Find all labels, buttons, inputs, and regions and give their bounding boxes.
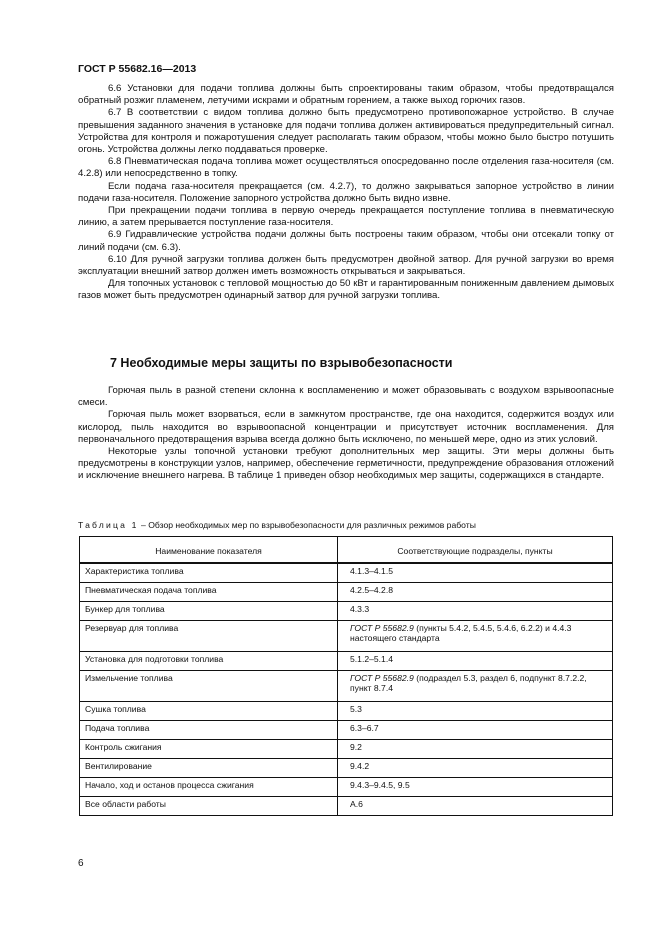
table-cell-ref	[338, 797, 613, 816]
ref-text: 4.2.5–4.2.8	[350, 585, 394, 595]
table-header-row	[80, 537, 613, 564]
table-cell-name: Измельчение топлива	[80, 671, 338, 702]
section-text	[78, 385, 614, 483]
table-cell-ref	[338, 602, 613, 621]
table-cell-ref	[338, 583, 613, 602]
table-header-cell: Наименование показателя	[80, 537, 338, 564]
section-title: 7 Необходимые меры защиты по взрывобезопасности	[110, 356, 453, 370]
table-cell-ref	[338, 740, 613, 759]
paragraph: Если подача газа-носителя прекращается (см. 4.2.7), то должно закрываться запорное устройство в линии подачи газа-носителя. Положение запорного устройства должно быть видно извне.	[78, 180, 614, 204]
page-number: 6	[78, 858, 84, 869]
ref-standard: ГОСТ Р 55682.9	[350, 623, 414, 633]
table-row	[80, 721, 613, 740]
table-row	[80, 702, 613, 721]
ref-text: А.6	[350, 799, 363, 809]
body-text	[78, 83, 614, 303]
ref-text: 9.2	[350, 742, 362, 752]
table-caption-text: – Обзор необходимых мер по взрывобезопасности для различных режимов работы	[138, 520, 476, 530]
table-row	[80, 652, 613, 671]
paragraph: Некоторые узлы топочной установки требуют дополнительных мер защиты. Эти меры должны быть предусмотрены в конструкции узлов, например, обеспечение герметичности, предупреждение образования отложений и исключение внешнего нагрева. В таблице 1 приведен обзор необходимых мер защиты, содержащихся в стандарте.	[78, 446, 614, 482]
measures-table	[79, 536, 613, 816]
ref-text: (подраздел 5.3, раздел 6, подпункт 8.7.2.2, пункт 8.7.4	[350, 673, 587, 693]
table-row	[80, 671, 613, 702]
table-cell-name: Вентилирование	[80, 759, 338, 778]
table-row	[80, 778, 613, 797]
paragraph: 6.7 В соответствии с видом топлива должно быть предусмотрено противопожарное устройство. В случае превышения заданного значения в установке для подачи топлива должен активироваться предупредительный сигнал. Устройства для контроля и пожаротушения следует располагать таким образом, чтобы можно было быстро потушить огонь. Устройства должны легко поддаваться проверке.	[78, 107, 614, 156]
table-cell-name: Начало, ход и останов процесса сжигания	[80, 778, 338, 797]
table-row	[80, 740, 613, 759]
table-cell-name: Характеристика топлива	[80, 563, 338, 583]
table-row	[80, 583, 613, 602]
table-cell-name: Сушка топлива	[80, 702, 338, 721]
table-cell-name: Резервуар для топлива	[80, 621, 338, 652]
table-header-cell: Соответствующие подразделы, пункты	[338, 537, 613, 564]
table-cell-ref	[338, 671, 613, 702]
ref-text: 5.3	[350, 704, 362, 714]
table-cell-name: Контроль сжигания	[80, 740, 338, 759]
ref-text: 6.3–6.7	[350, 723, 379, 733]
paragraph: Горючая пыль может взорваться, если в замкнутом пространстве, где она находится, содержится воздух или кислород, пыль находится во взрывоопасной концентрации и присутствует источник воспламенения. Для первоначального предотвращения взрыва всегда должно быть исключено, по меньшей мере, одно из этих условий.	[78, 409, 614, 445]
table-cell-ref	[338, 759, 613, 778]
table-caption	[78, 520, 476, 530]
paragraph: 6.8 Пневматическая подача топлива может осуществляться опосредованно после отделения газа-носителя (см. 4.2.8) или непосредственно в топку.	[78, 156, 614, 180]
ref-text: 5.1.2–5.1.4	[350, 654, 394, 664]
ref-text: 4.1.3–4.1.5	[350, 566, 394, 576]
ref-text: 4.3.3	[350, 604, 370, 614]
paragraph: 6.9 Гидравлические устройства подачи должны быть построены таким образом, чтобы они отсекали топку от линий подачи (см. 6.3).	[78, 229, 614, 253]
paragraph: 6.6 Установки для подачи топлива должны быть спроектированы таким образом, чтобы предотвращался обратный розжиг пламенем, летучими искрами и обратным горением, а также выход горючих газов.	[78, 83, 614, 107]
document-header: ГОСТ Р 55682.16—2013	[78, 63, 197, 75]
paragraph: При прекращении подачи топлива в первую очередь прекращается поступление топлива в пневматическую линию, а затем прерывается поступление газа-носителя.	[78, 205, 614, 229]
table-cell-ref	[338, 563, 613, 583]
ref-standard: ГОСТ Р 55682.9	[350, 673, 414, 683]
table-cell-ref	[338, 652, 613, 671]
table-row	[80, 602, 613, 621]
table-row	[80, 563, 613, 583]
table-row	[80, 797, 613, 816]
ref-text: 9.4.3–9.4.5, 9.5	[350, 780, 410, 790]
table-cell-ref	[338, 621, 613, 652]
paragraph: 6.10 Для ручной загрузки топлива должен быть предусмотрен двойной затвор. Для ручной загрузки во время эксплуатации внешний затвор должен иметь возможность открываться и закрываться.	[78, 253, 614, 278]
table-cell-ref	[338, 778, 613, 797]
table-cell-name: Все области работы	[80, 797, 338, 816]
paragraph: Для топочных установок с тепловой мощностью до 50 кВт и гарантированным пониженным давлением дымовых газов может быть предусмотрен одинарный затвор для ручной загрузки топлива.	[78, 278, 614, 302]
table-row	[80, 621, 613, 652]
table-cell-ref	[338, 702, 613, 721]
table-cell-name: Бункер для топлива	[80, 602, 338, 621]
paragraph: Горючая пыль в разной степени склонна к воспламенению и может образовывать с воздухом взрывоопасные смеси.	[78, 385, 614, 409]
table-cell-name: Подача топлива	[80, 721, 338, 740]
table-cell-name: Пневматическая подача топлива	[80, 583, 338, 602]
table-row	[80, 759, 613, 778]
table-cell-name: Установка для подготовки топлива	[80, 652, 338, 671]
table-cell-ref	[338, 721, 613, 740]
table-caption-label: Таблица 1	[78, 520, 139, 530]
ref-text: 9.4.2	[350, 761, 370, 771]
ref-text: (пункты 5.4.2, 5.4.5, 5.4.6, 6.2.2) и 4.4.3 настоящего стандарта	[350, 623, 572, 643]
